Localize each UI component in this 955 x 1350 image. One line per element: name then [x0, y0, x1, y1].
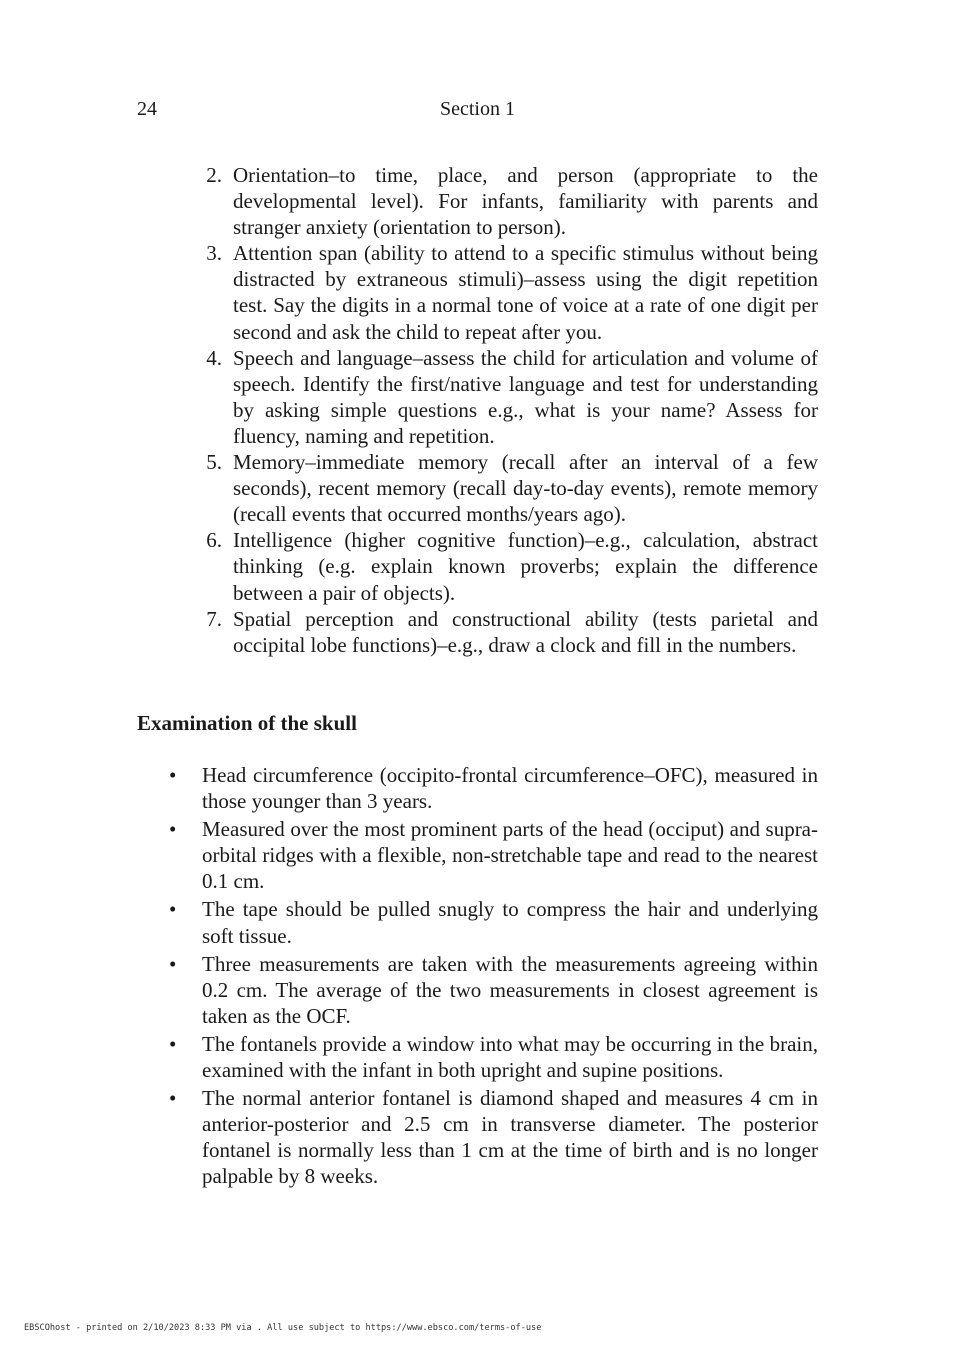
bullet-icon: •: [169, 1031, 177, 1056]
bullet-text: Head circumference (occipito-frontal circumference–OFC), measured in those younger than 3 years.: [202, 763, 818, 814]
list-item-text: Orientation–to time, place, and person (appropriate to the developmental level). For infants, familiarity with parents and stranger anxiety (orientation to person).: [233, 163, 818, 240]
list-item-text: Memory–immediate memory (recall after an interval of a few seconds), recent memory (recall day-to-day events), remote memory (recall events that occurred months/years ago).: [233, 450, 818, 527]
bullet-icon: •: [169, 951, 177, 976]
bullet-text: The normal anterior fontanel is diamond shaped and measures 4 cm in anterior-posterior and 2.5 cm in transverse diameter. The posterior fontanel is normally less than 1 cm at the time of birth and is no longer palpable by 8 weeks.: [202, 1086, 818, 1189]
bullet-text: The tape should be pulled snugly to compress the hair and underlying soft tissue.: [202, 897, 818, 948]
bullet-icon: •: [169, 763, 177, 787]
bullet-text: Three measurements are taken with the measurements agreeing within 0.2 cm. The average of the two measurements in closest agreement is taken as the OCF.: [202, 951, 818, 1028]
list-item-number: 5.: [206, 450, 222, 475]
list-item-text: Speech and language–assess the child for articulation and volume of speech. Identify the first/native language and test for understanding by asking simple questions e.g., what is your name? Assess for fluency, naming and repetition.: [233, 345, 818, 448]
bullet-icon: •: [169, 817, 177, 842]
list-item-number: 7.: [206, 606, 222, 631]
bullet-text: Measured over the most prominent parts of the head (occiput) and supra-orbital ridges with a flexible, non-stretchable tape and read to the nearest 0.1 cm.: [202, 817, 818, 894]
list-item-number: 2.: [206, 163, 222, 187]
bullet-item: [0, 1085, 955, 1189]
bullet-item: [0, 762, 955, 814]
bullet-icon: •: [169, 897, 177, 922]
bullet-item: [0, 896, 955, 948]
bullet-item: [0, 816, 955, 894]
list-item: [0, 240, 955, 344]
list-item-number: 4.: [206, 345, 222, 370]
numbered-list: [0, 162, 955, 658]
list-item-text: Attention span (ability to attend to a specific stimulus without being distracted by extraneous stimuli)–assess using the digit repetition test. Say the digits in a normal tone of voice at a rate of one digit per second and ask the child to repeat after you.: [233, 241, 818, 344]
list-item-number: 3.: [206, 241, 222, 266]
list-item-text: Intelligence (higher cognitive function)–e.g., calculation, abstract thinking (e.g. explain known proverbs; explain the difference between a pair of objects).: [233, 528, 818, 605]
running-head: Section 1: [440, 98, 515, 120]
list-item-number: 6.: [206, 528, 222, 553]
list-item: [0, 162, 955, 240]
bullet-item: [0, 951, 955, 1029]
bullet-list: [0, 762, 955, 1192]
bullet-icon: •: [169, 1086, 177, 1111]
page-number: 24: [137, 98, 157, 120]
list-item: [0, 527, 955, 605]
list-item: [0, 345, 955, 449]
list-item: [0, 606, 955, 658]
bullet-text: The fontanels provide a window into what may be occurring in the brain, examined with the infant in both upright and supine positions.: [202, 1031, 818, 1083]
print-footer: EBSCOhost - printed on 2/10/2023 8:33 PM via . All use subject to https://www.ebsco.com/terms-of-use: [24, 1323, 542, 1333]
bullet-item: [0, 1031, 955, 1083]
list-item-text: Spatial perception and constructional ability (tests parietal and occipital lobe functions)–e.g., draw a clock and fill in the numbers.: [233, 606, 818, 657]
section-heading: Examination of the skull: [137, 711, 357, 735]
list-item: [0, 449, 955, 527]
